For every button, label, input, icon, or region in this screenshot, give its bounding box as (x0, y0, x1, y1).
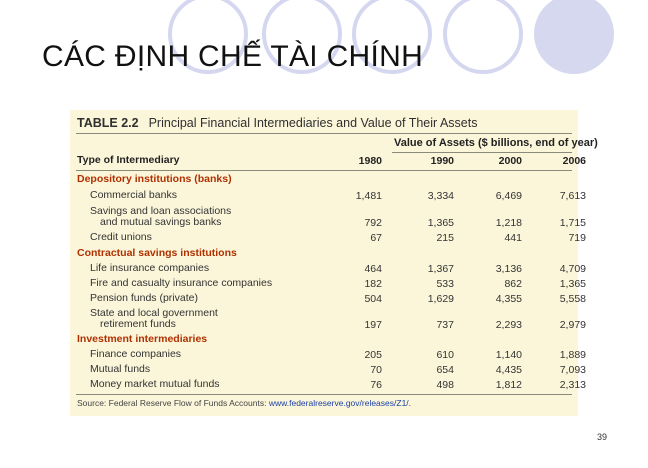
value-2006: 2,313 (559, 379, 586, 391)
row-label: Commercial banks (90, 189, 177, 201)
financial-intermediaries-table (70, 110, 598, 416)
table-rule-value (392, 152, 572, 153)
source-link[interactable]: www.federalreserve.gov/releases/Z1/ (268, 398, 409, 408)
value-1990: 533 (436, 278, 454, 290)
row-label-line2: retirement funds (100, 318, 176, 330)
row-label: Money market mutual funds (90, 378, 220, 390)
year-1990-header: 1990 (430, 155, 454, 167)
value-2000: 1,140 (495, 349, 522, 361)
table-rule-header (76, 170, 572, 171)
value-1980: 1,481 (355, 190, 382, 202)
section-name: Contractual savings institutions (77, 247, 237, 259)
value-2006: 1,365 (559, 278, 586, 290)
decor-circle-5 (534, 0, 614, 74)
row-label: Mutual funds (90, 363, 151, 375)
value-1990: 1,629 (427, 293, 454, 305)
slide-title: CÁC ĐỊNH CHẾ TÀI CHÍNH (42, 40, 424, 73)
value-1980: 504 (364, 293, 382, 305)
table-rule-top (76, 133, 572, 134)
row-label: Credit unions (90, 231, 152, 243)
table-heading (77, 116, 477, 130)
table-rule-bottom (76, 394, 572, 395)
value-2006: 7,093 (559, 364, 586, 376)
year-2000-header: 2000 (498, 155, 522, 167)
value-2000: 3,136 (495, 263, 522, 275)
source-suffix: . (408, 398, 412, 408)
value-header: Value of Assets ($ billions, end of year) (394, 137, 598, 149)
table-source (77, 398, 411, 408)
row-label: Fire and casualty insurance companies (90, 277, 273, 289)
value-2006: 719 (568, 232, 586, 244)
value-2000: 1,218 (495, 217, 522, 229)
section-name: Depository institutions (banks) (77, 173, 232, 185)
value-1980: 205 (364, 349, 382, 361)
value-2006: 1,715 (559, 217, 586, 229)
section-name: Investment intermediaries (77, 333, 208, 345)
row-label: Pension funds (private) (90, 292, 198, 304)
table-number: TABLE 2.2 (77, 116, 139, 130)
row-label: Finance companies (90, 348, 182, 360)
value-2000: 4,435 (495, 364, 522, 376)
value-1990: 1,367 (427, 263, 454, 275)
source-prefix: Source: Federal Reserve Flow of Funds Accounts: (77, 398, 269, 408)
value-1990: 498 (436, 379, 454, 391)
value-1980: 182 (364, 278, 382, 290)
year-1980-header: 1980 (358, 155, 382, 167)
value-2006: 4,709 (559, 263, 586, 275)
decor-circle-4 (443, 0, 523, 74)
row-label: Life insurance companies (90, 262, 210, 274)
value-1980: 197 (364, 319, 382, 331)
value-2006: 5,558 (559, 293, 586, 305)
value-2006: 2,979 (559, 319, 586, 331)
value-1990: 737 (436, 319, 454, 331)
page-number: 39 (597, 432, 608, 442)
value-1990: 1,365 (427, 217, 454, 229)
value-2000: 441 (504, 232, 522, 244)
row-label: Savings and loan associations (90, 205, 232, 217)
row-label: State and local government (90, 307, 218, 319)
value-1980: 464 (364, 263, 382, 275)
value-2000: 2,293 (495, 319, 522, 331)
value-1990: 215 (436, 232, 454, 244)
value-1980: 70 (370, 364, 382, 376)
value-2000: 862 (504, 278, 522, 290)
type-header: Type of Intermediary (77, 154, 180, 166)
value-1990: 3,334 (427, 190, 454, 202)
value-1980: 67 (370, 232, 382, 244)
value-2006: 1,889 (559, 349, 586, 361)
table-caption: Principal Financial Intermediaries and Value of Their Assets (148, 116, 478, 130)
value-1980: 792 (364, 217, 382, 229)
value-1990: 654 (436, 364, 454, 376)
value-2000: 4,355 (495, 293, 522, 305)
value-2000: 6,469 (495, 190, 522, 202)
value-1990: 610 (436, 349, 454, 361)
value-2006: 7,613 (559, 190, 586, 202)
row-label-line2: and mutual savings banks (100, 216, 222, 228)
year-2006-header: 2006 (562, 155, 586, 167)
value-1980: 76 (370, 379, 382, 391)
value-2000: 1,812 (495, 379, 522, 391)
